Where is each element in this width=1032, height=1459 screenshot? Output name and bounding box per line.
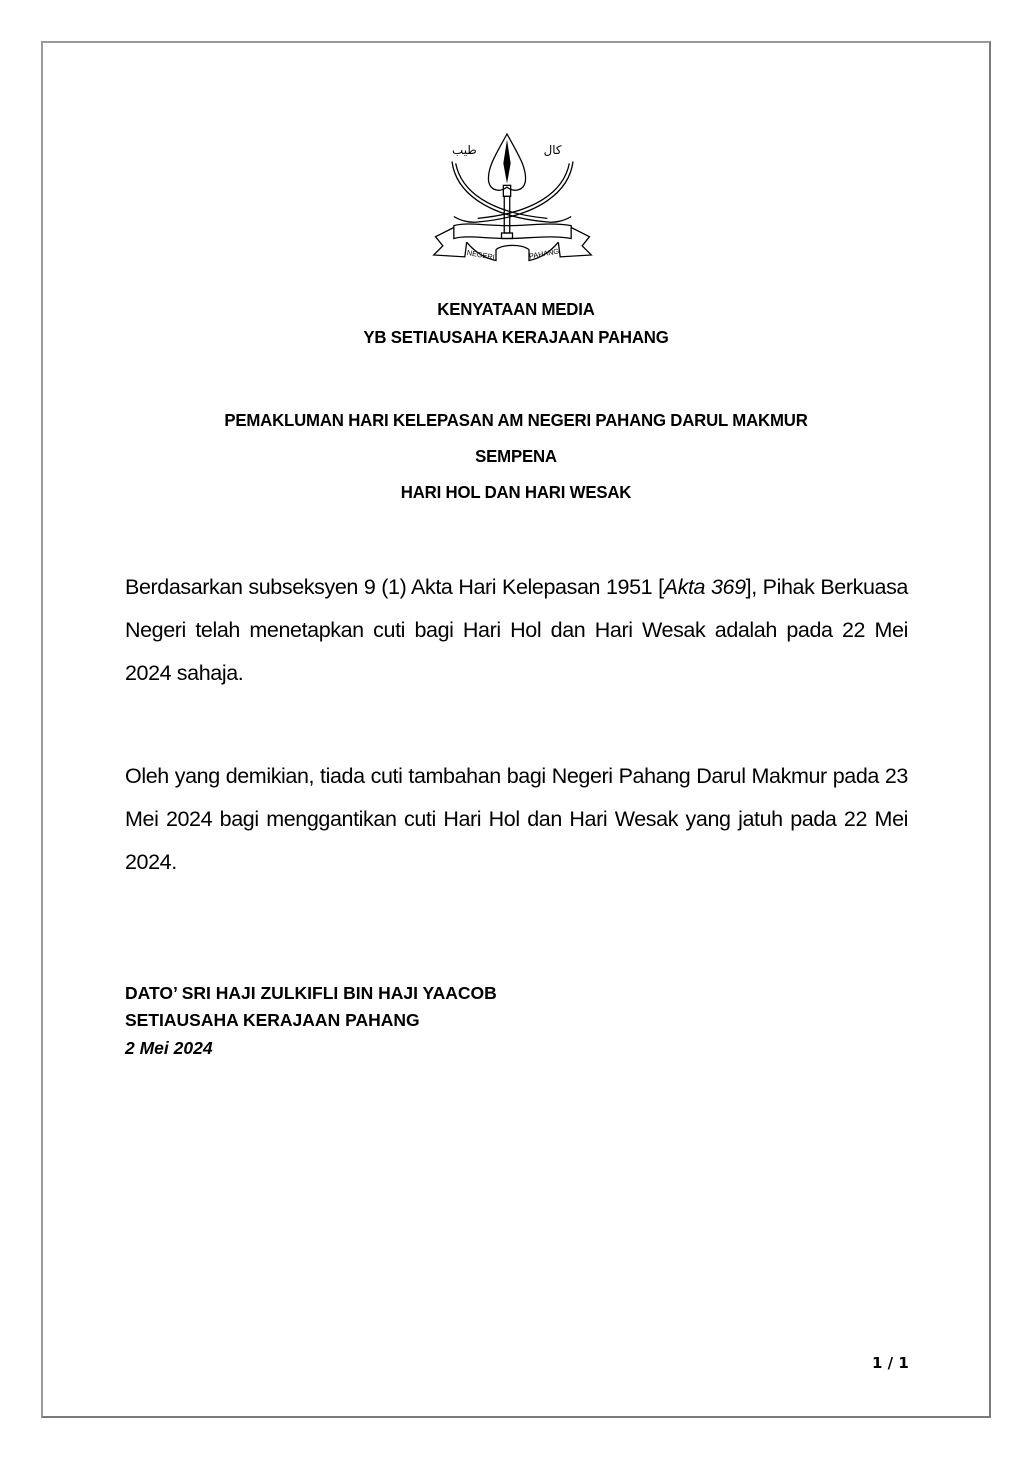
paragraph-1-text-a: Berdasarkan subseksyen 9 (1) Akta Hari Kelepasan 1951 [ bbox=[125, 575, 664, 599]
svg-text:ﻃﻴﺐ: ﻃﻴﺐ bbox=[452, 143, 477, 158]
title-line-2: SEMPENA bbox=[475, 446, 557, 466]
signatory-position: SETIAUSAHA KERAJAAN PAHANG bbox=[125, 1010, 420, 1030]
header-line-1: KENYATAAN MEDIA bbox=[437, 299, 595, 319]
statement-date: 2 Mei 2024 bbox=[125, 1038, 213, 1058]
title-line-3: HARI HOL DAN HARI WESAK bbox=[400, 482, 632, 502]
paragraph-1 bbox=[125, 566, 908, 695]
crest-ribbon-right: PAHANG bbox=[528, 246, 560, 261]
header-line-2: YB SETIAUSAHA KERAJAAN PAHANG bbox=[363, 327, 669, 347]
paragraph-1-italic-act: Akta 369 bbox=[663, 575, 746, 599]
crest-ribbon-left: NEGERI bbox=[466, 248, 496, 262]
negeri-pahang-crest-icon bbox=[430, 125, 595, 275]
title-line-1: PEMAKLUMAN HARI KELEPASAN AM NEGERI PAHANG DARUL MAKMUR bbox=[224, 410, 808, 430]
paragraph-2: Oleh yang demikian, tiada cuti tambahan bagi Negeri Pahang Darul Makmur pada 23 Mei 2024 bagi menggantikan cuti Hari Hol dan Hari Wesak yang jatuh pada 22 Mei 2024. bbox=[125, 764, 908, 874]
paragraph-1-text-b: ], Pihak Berkuasa Negeri telah menetapkan cuti bagi Hari Hol dan Hari Wesak adalah pada 22 Mei 2024 sahaja. bbox=[125, 575, 908, 685]
signatory-name: DATO’ SRI HAJI ZULKIFLI BIN HAJI YAACOB bbox=[125, 983, 497, 1003]
page-number: 1 / 1 bbox=[872, 1354, 909, 1372]
svg-text:ﻛﺎﻝ: ﻛﺎﻝ bbox=[543, 143, 562, 158]
